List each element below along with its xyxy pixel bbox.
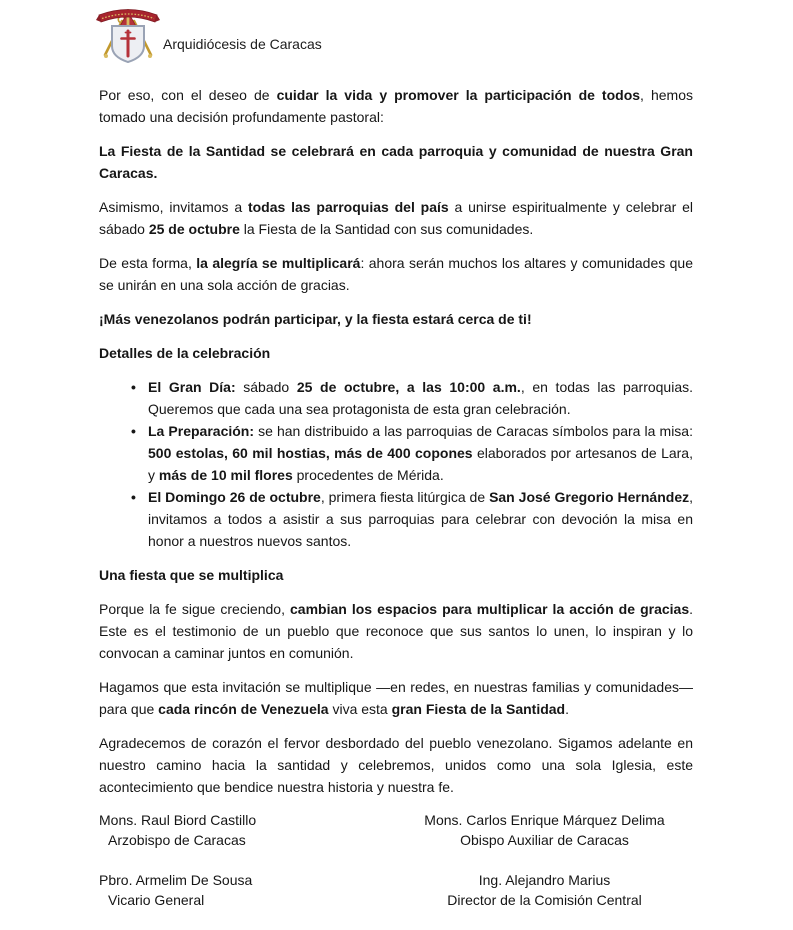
text-run: más de 10 mil flores: [158, 467, 293, 483]
text-run: La Fiesta de la Santidad se celebrará en cada parroquia y comunidad de nuestra Gran Caracas.: [99, 143, 693, 181]
text-run: 25 de octubre, a las 10:00 a.m.: [296, 379, 521, 395]
text-run: La Preparación:: [148, 423, 255, 439]
text-run: Agradecemos de corazón el fervor desbordado del pueblo venezolano. Sigamos adelante en nuestro camino hacia la santidad y celebremos, unidos como una sola Iglesia, este acontecimiento que bendice nuestra historia y nuestra fe.: [99, 735, 693, 795]
signer-name: Mons. Raul Biord Castillo: [99, 812, 257, 828]
paragraph: [99, 676, 693, 720]
signature: [396, 810, 693, 850]
text-run: todas las parroquias del país: [247, 199, 449, 215]
text-run: De esta forma,: [99, 255, 197, 271]
text-run: procedentes de Mérida.: [292, 467, 444, 483]
text-run: El Domingo 26 de octubre: [148, 489, 321, 505]
document-body: [99, 84, 693, 798]
text-run: la alegría se multiplicará: [196, 255, 361, 271]
bullet-list: [99, 376, 693, 552]
text-run: . Este es el testimonio de un pueblo que reconoce que sus santos lo unen, lo inspiran y lo convocan a caminar juntos en comunión.: [99, 601, 693, 661]
text-run: Detalles de la celebración: [99, 345, 271, 361]
text-run: cambian los espacios para multiplicar la acción de gracias: [290, 601, 690, 617]
text-run: Porque la fe sigue creciendo,: [99, 601, 291, 617]
archdiocese-crest-icon: [95, 6, 161, 64]
text-run: sábado: [235, 379, 297, 395]
paragraph: [99, 196, 693, 240]
document-content: [99, 84, 693, 910]
text-run: ¡Más venezolanos podrán participar, y la fiesta estará cerca de ti!: [99, 311, 532, 327]
paragraph: [99, 252, 693, 296]
text-run: 25 de octubre: [148, 221, 240, 237]
text-run: cada rincón de Venezuela: [158, 701, 329, 717]
text-run: la Fiesta de la Santidad con sus comunidades.: [239, 221, 534, 237]
signer-title: Obispo Auxiliar de Caracas: [460, 832, 629, 848]
bullet-item: [148, 486, 693, 552]
signer-name: Mons. Carlos Enrique Márquez Delima: [424, 812, 665, 828]
signature: [99, 810, 396, 850]
text-run: gran Fiesta de la Santidad: [391, 701, 566, 717]
text-run: a unirse espiritualmente y celebrar el sábado: [99, 199, 693, 237]
text-run: , invitamos a todos a asistir a sus parroquias para celebrar con devoción la misa en honor a nuestros nuevos santos.: [148, 489, 693, 549]
signature: [396, 870, 693, 910]
section-heading: [99, 342, 693, 364]
bullet-item: [148, 420, 693, 486]
text-run: Por eso, con el deseo de: [99, 87, 277, 103]
paragraph: [99, 308, 693, 330]
text-run: Hagamos que esta invitación se multiplique —en redes, en nuestras familias y comunidades— para que: [99, 679, 693, 717]
signer-title: Arzobispo de Caracas: [108, 832, 246, 848]
text-run: , en todas las parroquias. Queremos que cada una sea protagonista de esta gran celebración.: [148, 379, 693, 417]
text-run: se han distribuido a las parroquias de Caracas símbolos para la misa:: [254, 423, 693, 439]
text-run: : ahora serán muchos los altares y comunidades que se unirán en una sola acción de gracias.: [99, 255, 694, 293]
text-run: Asimismo, invitamos a: [99, 199, 248, 215]
bullet-item: [148, 376, 693, 420]
paragraph: [99, 84, 693, 128]
signer-title: Vicario General: [108, 892, 205, 908]
signature-block: [99, 810, 693, 910]
text-run: , hemos tomado una decisión profundamente pastoral:: [99, 87, 693, 125]
org-name: Arquidiócesis de Caracas: [163, 36, 322, 52]
text-run: .: [565, 701, 569, 717]
text-run: El Gran Día:: [148, 379, 236, 395]
text-run: 500 estolas, 60 mil hostias, más de 400 copones: [148, 445, 473, 461]
paragraph: [99, 732, 693, 798]
signature: [99, 870, 396, 910]
paragraph: [99, 598, 693, 664]
paragraph: [99, 140, 693, 184]
text-run: viva esta: [328, 701, 392, 717]
text-run: elaborados por artesanos de Lara, y: [148, 445, 693, 483]
signer-name: Ing. Alejandro Marius: [478, 872, 611, 888]
section-heading: [99, 564, 693, 586]
text-run: San José Gregorio Hernández: [489, 489, 690, 505]
text-run: Una fiesta que se multiplica: [99, 567, 284, 583]
signer-title: Director de la Comisión Central: [447, 892, 642, 908]
signer-name: Pbro. Armelim De Sousa: [99, 872, 253, 888]
text-run: cuidar la vida y promover la participación de todos: [276, 87, 641, 103]
text-run: , primera fiesta litúrgica de: [320, 489, 490, 505]
